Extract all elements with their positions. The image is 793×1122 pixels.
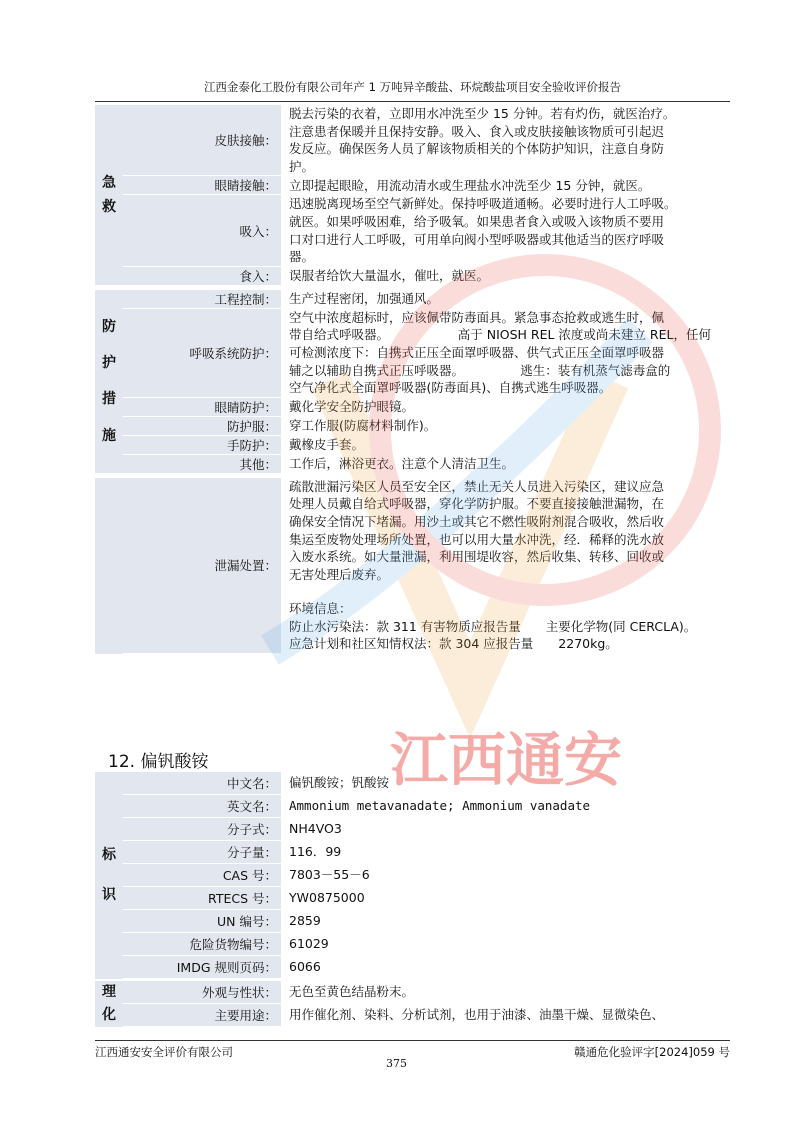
text-line: 戴化学安全防护眼镜。 [289, 398, 415, 414]
row-value-hand [285, 435, 730, 454]
category-char: 防 [102, 318, 116, 335]
row-value-skin [285, 105, 730, 176]
table-row [95, 308, 730, 397]
text-line: 发反应。确保医务人员了解该物质相关的个体防护知识，注意自身防 [289, 141, 665, 157]
text-line: 带自给式呼吸器。 高于 NIOSH REL 浓度或尚未建立 REL，任何 [289, 327, 711, 343]
text-line: 处理人员戴自给式呼吸器，穿化学防护服。不要直接接触泄漏物，在 [289, 496, 665, 512]
category-char: 理 [102, 984, 116, 1001]
text-line: 集运至废物处理场所处置，也可以用大量水冲洗，经．稀释的洗水放 [289, 531, 665, 547]
text-line: 应急计划和社区知情权法：款 304 应报告量 2270kg。 [289, 636, 618, 652]
text-line: 误服者给饮大量温水，催吐，就医。 [289, 267, 490, 283]
leak-category [95, 478, 123, 654]
row-value-uses: 用作催化剂、染料、分析试剂，也用于油漆、油墨干燥、显微染色、 [285, 1004, 730, 1027]
row-value-dangerous-goods: 61029 [285, 933, 730, 956]
watermark-text: 江西通安 [390, 726, 623, 794]
row-label-respiratory: 呼吸系统防护： [123, 308, 281, 397]
protection-category [95, 290, 123, 473]
table-row [95, 176, 730, 195]
row-value-mol-weight: 116．99 [285, 841, 730, 864]
row-label-chinese-name: 中文名： [123, 772, 281, 795]
row-label-appearance: 外观与性状： [123, 981, 281, 1004]
text-line: 无害处理后废弃。 [289, 566, 390, 582]
row-value-other [285, 454, 730, 473]
row-value-inhalation [285, 195, 730, 266]
physchem-category [95, 981, 123, 1027]
text-line: 防止水污染法：款 311 有害物质应报告量 主要化学物(同 CERCLA)。 [289, 618, 697, 634]
row-value-clothing [285, 416, 730, 435]
table-row [95, 956, 730, 979]
text-line: 辅之以辅助自携式正压呼吸器。 逃生：装有机蒸气滤毒盒的 [289, 362, 671, 378]
table-row [95, 933, 730, 956]
text-line: 空气净化式全面罩呼吸器(防毒面具)、自携式逃生呼吸器。 [289, 380, 612, 396]
msds-table-lower [95, 772, 730, 1027]
footer-divider [95, 1040, 730, 1041]
table-row [95, 1004, 730, 1027]
row-label-clothing: 防护服： [123, 416, 281, 435]
table-row [95, 795, 730, 818]
row-label-cas: CAS 号： [123, 864, 281, 887]
first-aid-category [95, 105, 123, 285]
row-value-ingestion [285, 266, 730, 285]
table-row [95, 478, 730, 654]
category-char: 化 [102, 1006, 116, 1023]
table-row [95, 818, 730, 841]
row-value-leak [285, 478, 730, 654]
row-label-dangerous-goods: 危险货物编号： [123, 933, 281, 956]
table-row [95, 397, 730, 416]
row-label-eye: 眼睛接触： [123, 176, 281, 195]
text-line: 空气中浓度超标时，应该佩带防毒面具。紧急事态抢救或逃生时，佩 [289, 309, 665, 325]
text-line: 迅速脱离现场至空气新鲜处。保持呼吸道通畅。必要时进行人工呼吸。 [289, 196, 677, 212]
row-value-imdg: 6066 [285, 956, 730, 979]
row-label-uses: 主要用途： [123, 1004, 281, 1027]
text-line: 口对口进行人工呼吸，可用单向阀小型呼吸器或其他适当的医疗呼吸 [289, 231, 665, 247]
row-label-mol-weight: 分子量： [123, 841, 281, 864]
table-row [95, 195, 730, 266]
table-row [95, 841, 730, 864]
table-row [95, 864, 730, 887]
text-line: 入废水系统。如大量泄漏，利用围堤收容，然后收集、转移、回收或 [289, 549, 665, 565]
row-value-english-name: Ammonium metavanadate; Ammonium vanadate [285, 795, 730, 818]
row-label-formula: 分子式： [123, 818, 281, 841]
row-value-cas: 7803－55－6 [285, 864, 730, 887]
identity-category [95, 772, 123, 979]
row-label-engineering: 工程控制： [123, 290, 281, 309]
row-label-english-name: 英文名： [123, 795, 281, 818]
table-row [95, 266, 730, 285]
text-line: 戴橡皮手套。 [289, 436, 365, 452]
row-label-imdg: IMDG 规则页码： [123, 956, 281, 979]
text-line: 环境信息： [289, 601, 352, 617]
text-line: 生产过程密闭，加强通风。 [289, 290, 440, 306]
row-value-un: 2859 [285, 910, 730, 933]
row-label-hand: 手防护： [123, 435, 281, 454]
msds-table-upper [95, 105, 730, 654]
row-value-rtecs: YW0875000 [285, 887, 730, 910]
table-row [95, 416, 730, 435]
report-header-title: 江西金泰化工股份有限公司年产 1 万吨异辛酸盐、环烷酸盐项目安全验收评价报告 [203, 80, 622, 94]
row-label-inhalation: 吸入： [123, 195, 281, 266]
category-char: 护 [102, 355, 116, 372]
text-line: 注意患者保暖并且保持安静。吸入、食入或皮肤接触该物质可引起迟 [289, 123, 665, 139]
text-line: 工作后，淋浴更衣。注意个人清洁卫生。 [289, 455, 515, 471]
page-number: 375 [386, 1057, 407, 1070]
row-label-rtecs: RTECS 号： [123, 887, 281, 910]
table-row [95, 454, 730, 473]
category-char: 措 [102, 391, 116, 408]
table-row [95, 887, 730, 910]
row-label-other: 其他： [123, 454, 281, 473]
text-line: 疏散泄漏污染区人员至安全区，禁止无关人员进入污染区，建议应急 [289, 478, 665, 494]
row-label-ingestion: 食入： [123, 266, 281, 285]
text-line: 可检测浓度下：自携式正压全面罩呼吸器、供气式正压全面罩呼吸器 [289, 344, 665, 360]
row-label-un: UN 编号： [123, 910, 281, 933]
row-value-formula: NH4VO3 [285, 818, 730, 841]
row-value-appearance: 无色至黄色结晶粉末。 [285, 981, 730, 1004]
category-char: 标 [102, 846, 116, 863]
row-label-skin: 皮肤接触： [123, 105, 281, 176]
table-row [95, 290, 730, 309]
category-char: 急 [102, 174, 116, 191]
row-label-eye-protection: 眼睛防护： [123, 397, 281, 416]
row-label-leak: 泄漏处置： [123, 478, 281, 654]
text-line: 器。 [289, 249, 315, 265]
row-value-chinese-name: 偏钒酸铵；钒酸铵 [285, 772, 730, 795]
text-line: 穿工作服(防腐材料制作)。 [289, 417, 437, 433]
category-char: 救 [102, 199, 116, 216]
footer-company: 江西通安安全评价有限公司 [95, 1045, 233, 1059]
table-row [95, 105, 730, 176]
header-divider [95, 101, 730, 102]
text-line: 确保安全情况下堵漏。用沙土或其它不燃性吸附剂混合吸收，然后收 [289, 513, 665, 529]
section-title: 12. 偏钒酸铵 [108, 752, 209, 772]
text-line: 就医。如果呼吸困难，给予吸氧。如果患者食入或吸入该物质不要用 [289, 213, 665, 229]
table-row [95, 981, 730, 1004]
row-value-respiratory [285, 308, 730, 397]
row-value-eye [285, 176, 730, 195]
text-line: 护。 [289, 158, 315, 174]
table-row [95, 435, 730, 454]
row-value-engineering [285, 290, 730, 309]
category-char: 施 [102, 427, 116, 444]
table-row [95, 772, 730, 795]
text-line: 脱去污染的衣着，立即用水冲洗至少 15 分钟。若有灼伤，就医治疗。 [289, 106, 676, 121]
table-row [95, 910, 730, 933]
footer-report-number: 赣通危化验评字[2024]059 号 [574, 1045, 730, 1059]
row-value-eye-protection [285, 397, 730, 416]
text-line: 立即提起眼睑，用流动清水或生理盐水冲洗至少 15 分钟，就医。 [289, 177, 651, 193]
category-char: 识 [102, 887, 116, 904]
